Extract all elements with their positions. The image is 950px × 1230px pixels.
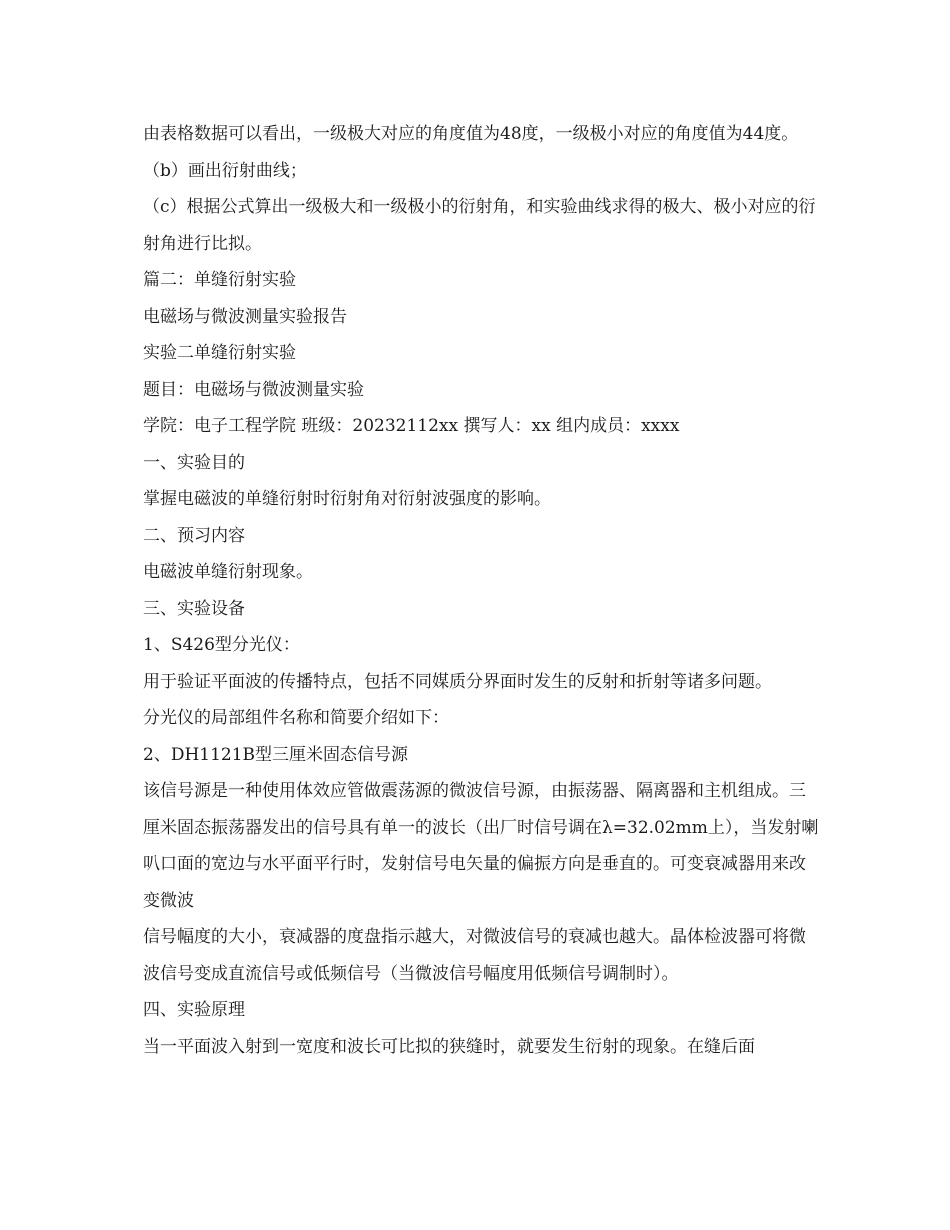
heading-principle: 四、实验原理 [143, 1000, 245, 1020]
equipment-item-signal-source: 2、DH1121B型三厘米固态信号源 [143, 744, 409, 765]
heading-preview: 二、预习内容 [143, 525, 245, 546]
section-title-part-two: 篇二：单缝衍射实验 [143, 270, 296, 290]
author-info-line: 学院：电子工程学院 班级：20232112xx 撰写人：xx 组内成员：xxxx [143, 416, 680, 436]
paragraph-principle: 当一平面波入射到一宽度和波长可比拟的狭缝时，就要发生衍射的现象。在缝后面 [143, 1036, 755, 1057]
heading-purpose: 一、实验目的 [143, 452, 245, 473]
paragraph-result-angles: 由表格数据可以看出，一级极大对应的角度值为48度，一级极小对应的角度值为44度。（b）画出衍射曲线； [143, 124, 799, 181]
equipment-item-spectrometer: 1、S426型分光仪： [143, 635, 300, 655]
paragraph-compare-angles: （c）根据公式算出一级极大和一级极小的衍射角，和实验曲线求得的极大、极小对应的衍射角进行比拟。 [143, 197, 816, 254]
paragraph-signal-source: 该信号源是一种使用体效应管做震荡源的微波信号源，由振荡器、隔离器和主机组成。三厘米固态振荡器发出的信号具有单一的波长（出厂时信号调在λ=32.02mm上），当发射喇叭口面的宽边与水平面平行时，发射信号电矢量的偏振方向是垂直的。可变衰减器用来改变微波 [143, 781, 819, 911]
experiment-title: 实验二单缝衍射实验 [143, 343, 296, 363]
report-title: 电磁场与微波测量实验报告 [143, 306, 347, 327]
document-body [143, 116, 819, 1065]
paragraph-attenuator: 信号幅度的大小，衰减器的度盘指示越大，对微波信号的衰减也越大。晶体检波器可将微波信号变成直流信号或低频信号（当微波信号幅度用低频信号调制时）。 [143, 927, 806, 984]
paragraph-preview: 电磁波单缝衍射现象。 [143, 562, 313, 582]
paragraph-purpose: 掌握电磁波的单缝衍射时衍射角对衍射波强度的影响。 [143, 489, 551, 509]
heading-equipment: 三、实验设备 [143, 598, 245, 619]
paragraph-spectrometer-use: 用于验证平面波的传播特点，包括不同媒质分界面时发生的反射和折射等诸多问题。 [143, 671, 772, 692]
paragraph-spectrometer-parts: 分光仪的局部组件名称和简要介绍如下： [143, 708, 449, 728]
topic-line: 题目：电磁场与微波测量实验 [143, 379, 364, 400]
